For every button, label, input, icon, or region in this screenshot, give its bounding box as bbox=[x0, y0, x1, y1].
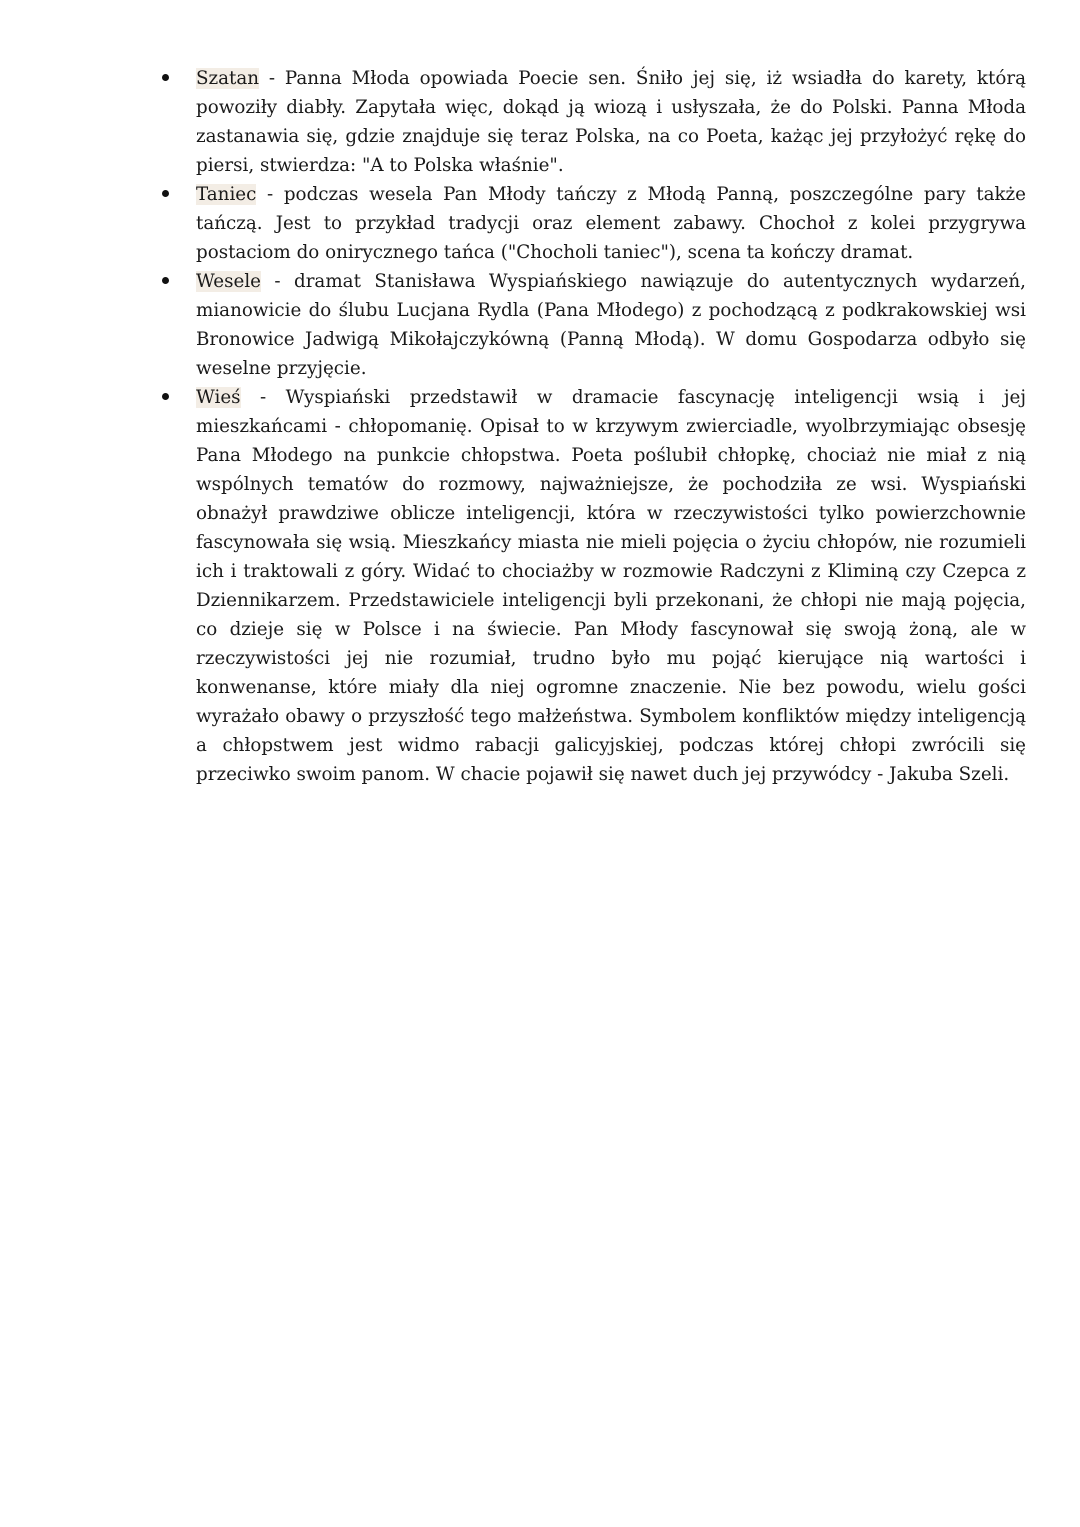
term-taniec: Taniec bbox=[196, 184, 257, 205]
bullet-icon bbox=[162, 190, 169, 197]
term-wesele: Wesele bbox=[196, 271, 261, 292]
term-szatan: Szatan bbox=[196, 68, 260, 89]
description-wies: - Wyspiański przedstawił w dramacie fascynację inteligencji wsią i jej mieszkańcami - chłopomanię. Opisał to w krzywym zwierciadle, wyolbrzymiając obsesję Pana Młodego na punkcie chłopstwa. Poeta poślubił chłopkę, chociaż nie miał z nią wspólnych tematów do rozmowy, najważniejsze, że pochodziła ze wsi. Wyspiański obnażył prawdziwe oblicze inteligencji, która w rzeczywistości tylko powierzchownie fascynowała się wsią. Mieszkańcy miasta nie mieli pojęcia o życiu chłopów, nie rozumieli ich i traktowali z góry. Widać to chociażby w rozmowie Radczyni z Kliminą czy Czepca z Dziennikarzem. Przedstawiciele inteligencji byli przekonani, że chłopi nie mają pojęcia, co dzieje się w Polsce i na świecie. Pan Młody fascynował się swoją żoną, ale w rzeczywistości jej nie rozumiał, trudno było mu pojąć kierujące nią wartości i konwenanse, które miały dla niej ogromne znaczenie. Nie bez powodu, wielu gości wyrażało obawy o przyszłość tego małżeństwa. Symbolem konfliktów między inteligencją a chłopstwem jest widmo rabacji galicyjskiej, podczas której chłopi zwrócili się przeciwko swoim panom. W chacie pojawił się nawet duch jej przywódcy - Jakuba Szeli. bbox=[196, 387, 1026, 785]
list-item-wesele bbox=[196, 267, 1026, 383]
list-item-taniec bbox=[196, 180, 1026, 267]
description-szatan: - Panna Młoda opowiada Poecie sen. Śniło jej się, iż wsiadła do karety, którą powoziły diabły. Zapytała więc, dokąd ją wiozą i usłyszała, że do Polski. Panna Młoda zastanawia się, gdzie znajduje się teraz Polska, na co Poeta, każąc jej przyłożyć rękę do piersi, stwierdza: "A to Polska właśnie". bbox=[196, 68, 1026, 176]
description-taniec: - podczas wesela Pan Młody tańczy z Młodą Panną, poszczególne pary także tańczą. Jest to przykład tradycji oraz element zabawy. Chochoł z kolei przygrywa postaciom do onirycznego tańca ("Chocholi taniec"), scena ta kończy dramat. bbox=[196, 184, 1026, 263]
glossary-list bbox=[196, 64, 1026, 789]
description-wesele: - dramat Stanisława Wyspiańskiego nawiązuje do autentycznych wydarzeń, mianowicie do ślubu Lucjana Rydla (Pana Młodego) z pochodzącą z podkrakowskiej wsi Bronowice Jadwigą Mikołajczykówną (Panną Młodą). W domu Gospodarza odbyło się weselne przyjęcie. bbox=[196, 271, 1026, 379]
bullet-icon bbox=[162, 277, 169, 284]
bullet-icon bbox=[162, 393, 169, 400]
list-item-wies bbox=[196, 383, 1026, 789]
list-item-szatan bbox=[196, 64, 1026, 180]
term-wies: Wieś bbox=[196, 387, 241, 408]
bullet-icon bbox=[162, 74, 169, 81]
